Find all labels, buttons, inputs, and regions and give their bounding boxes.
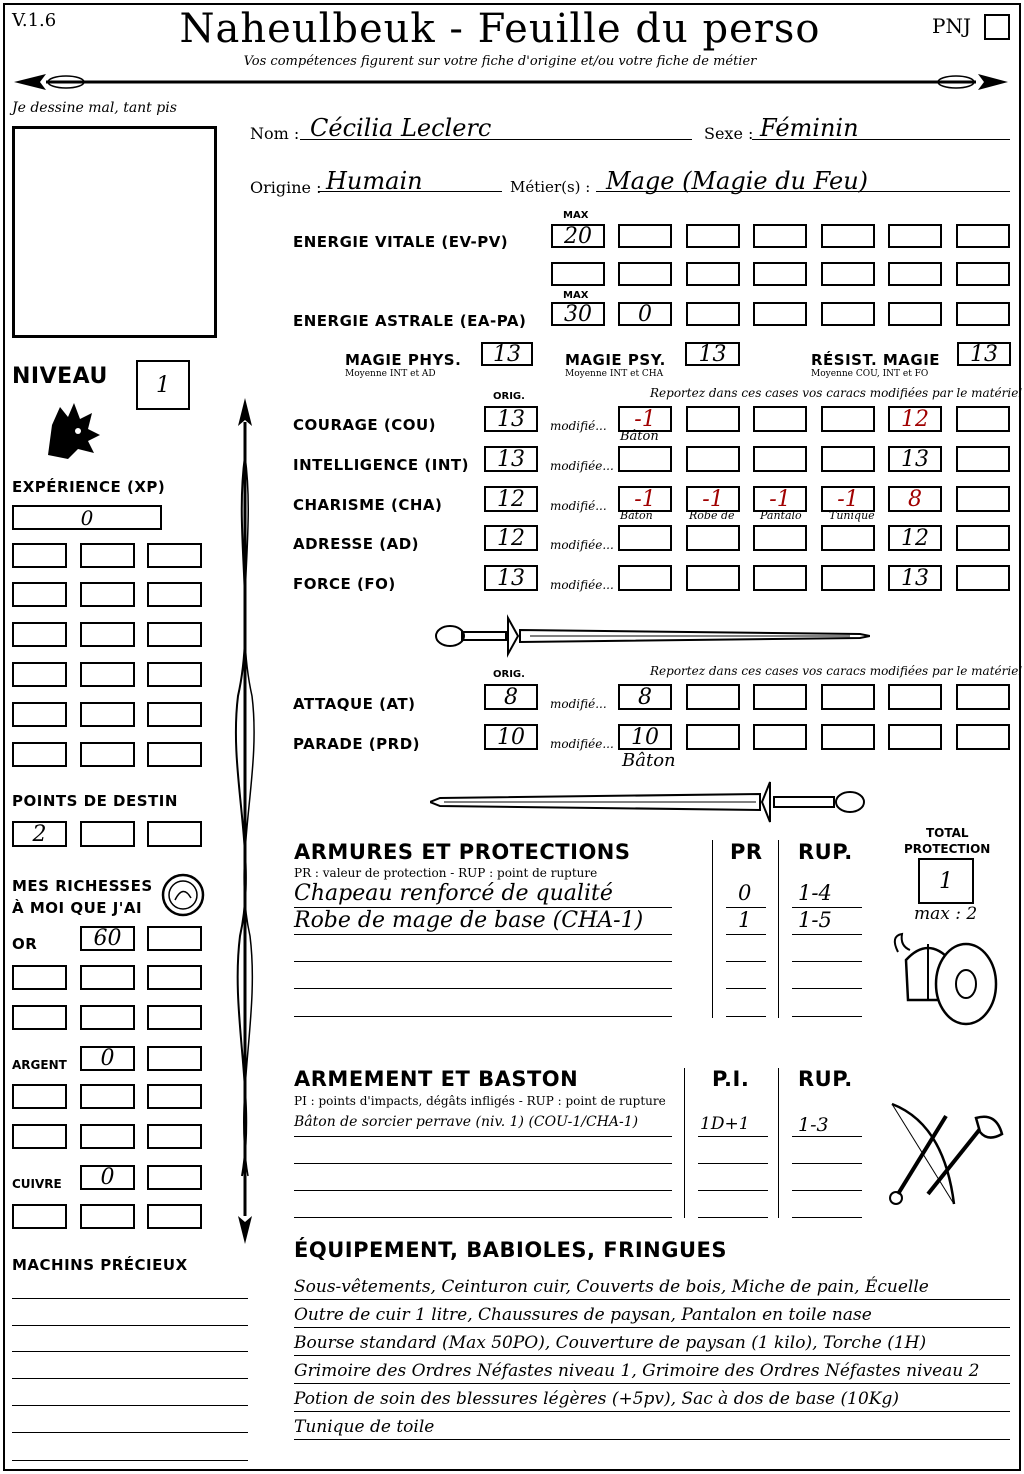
carac-charisme-modifie-label: modifié... xyxy=(550,499,607,513)
armures-col-rup: RUP. xyxy=(798,840,853,864)
carac-charisme-orig-value: 12 xyxy=(497,486,525,512)
ev2-box-1[interactable] xyxy=(618,262,672,286)
xp-box-3-0[interactable] xyxy=(12,662,67,687)
combat-attaque-mod-5[interactable] xyxy=(956,684,1010,710)
metier-value[interactable]: Mage (Magie du Feu) xyxy=(606,167,869,195)
cuivre-box-value: 0 xyxy=(100,1165,115,1190)
origine-label: Origine : xyxy=(250,178,322,197)
magie-psy-label: MAGIE PSY. xyxy=(565,351,666,369)
resist-magie-label: RÉSIST. MAGIE xyxy=(811,351,941,369)
arme-rup-line-2 xyxy=(792,1190,862,1191)
weapons-icon xyxy=(884,1094,1010,1212)
arme-pi-line-2 xyxy=(698,1190,768,1191)
carac-courage-modifie-label: modifié... xyxy=(550,419,607,433)
armure-row-rup[interactable]: 1-5 xyxy=(798,908,832,932)
money-box-1-2[interactable] xyxy=(147,965,202,990)
dragon-icon xyxy=(38,395,106,463)
carac-force-mod-1[interactable] xyxy=(686,565,740,591)
or-label: OR xyxy=(12,935,38,953)
carac-intelligence-mod-0[interactable] xyxy=(618,446,672,472)
equip-line-text[interactable]: Potion de soin des blessures légères (+5pv), Sac à dos de base (10Kg) xyxy=(294,1389,899,1409)
money-box-1-1[interactable] xyxy=(80,965,135,990)
machins-line-1 xyxy=(12,1325,248,1326)
carac-adresse-mod-4[interactable] xyxy=(888,525,942,551)
money-box-4-1[interactable] xyxy=(80,1084,135,1109)
portrait-box[interactable] xyxy=(12,126,217,338)
magie-phys-note: Moyenne INT et AD xyxy=(345,369,436,379)
carac-courage-label: COURAGE (COU) xyxy=(293,416,437,434)
arme-line-2 xyxy=(294,1190,672,1191)
sword-icon xyxy=(430,612,870,660)
arme-rup-line-0 xyxy=(792,1136,862,1137)
armure-row-pr[interactable]: 0 xyxy=(738,881,752,905)
equip-line-text[interactable]: Bourse standard (Max 50PO), Couverture de paysan (1 kilo), Torche (1H) xyxy=(294,1333,927,1353)
carac-adresse-mod-5[interactable] xyxy=(956,525,1010,551)
ev-box-4[interactable] xyxy=(821,224,875,248)
version-label: V.1.6 xyxy=(12,10,57,31)
money-box-2-1[interactable] xyxy=(80,1005,135,1030)
pnj-checkbox[interactable] xyxy=(984,14,1010,40)
attaque-label: ATTAQUE (AT) xyxy=(293,695,416,713)
ea-box-1-value: 0 xyxy=(638,301,652,327)
spear-divider-icon xyxy=(6,68,1016,96)
destin-label: POINTS DE DESTIN xyxy=(12,792,178,810)
xp-box-5-2[interactable] xyxy=(147,742,202,767)
money-box-5-1[interactable] xyxy=(80,1124,135,1149)
carac-charisme-mod-4-value: 8 xyxy=(908,486,922,512)
money-box-5-0[interactable] xyxy=(12,1124,67,1149)
caracs-orig-label: ORIG. xyxy=(493,391,525,402)
ev2-box-0[interactable] xyxy=(551,262,605,286)
combat-attaque-mod-1[interactable] xyxy=(686,684,740,710)
argent-label: ARGENT xyxy=(12,1058,67,1072)
combat-attaque-mod-0[interactable] xyxy=(618,684,672,710)
money-box-7-0[interactable] xyxy=(12,1204,67,1229)
ev-box-0[interactable] xyxy=(551,224,605,248)
armure-line-3 xyxy=(294,988,672,989)
combat-parade-mod-0-value: 10 xyxy=(631,724,659,750)
money-box-0-2[interactable] xyxy=(147,926,202,951)
machins-line-4 xyxy=(12,1405,248,1406)
combat-attaque-orig[interactable] xyxy=(484,684,538,710)
carac-force-label: FORCE (FO) xyxy=(293,575,396,593)
destin-value: 2 xyxy=(32,821,47,847)
arme-rup-line-3 xyxy=(792,1217,862,1218)
armure-row-name[interactable]: Chapeau renforcé de qualité xyxy=(294,881,613,906)
armure-row-name[interactable]: Robe de mage de base (CHA-1) xyxy=(294,908,644,933)
carac-force-mod-5[interactable] xyxy=(956,565,1010,591)
niveau-box[interactable] xyxy=(136,360,190,410)
arme-row-pi[interactable]: 1D+1 xyxy=(700,1114,750,1134)
ev-box-1[interactable] xyxy=(618,224,672,248)
money-box-1-0[interactable] xyxy=(12,965,67,990)
combat-report-note: Reportez dans ces cases vos caracs modifiées par le matériel xyxy=(650,664,1023,678)
ev2-box-6[interactable] xyxy=(956,262,1010,286)
xp-box-4-0[interactable] xyxy=(12,702,67,727)
niveau-label: NIVEAU xyxy=(12,364,108,389)
vertical-spear-icon xyxy=(228,396,262,1246)
equip-line-text[interactable]: Sous-vêtements, Ceinturon cuir, Couverts de bois, Miche de pain, Écuelle xyxy=(294,1277,929,1297)
ea-max-label: MAX xyxy=(563,290,589,301)
carac-courage-mod-2[interactable] xyxy=(753,406,807,432)
total-label-1: TOTAL xyxy=(926,826,969,840)
carac-adresse-mod-1[interactable] xyxy=(686,525,740,551)
origine-value[interactable]: Humain xyxy=(326,167,423,195)
ev-max-label: MAX xyxy=(563,210,589,221)
resist-magie-box[interactable] xyxy=(957,342,1011,366)
ea-box-1[interactable] xyxy=(618,302,672,326)
combat-attaque-mod-2[interactable] xyxy=(753,684,807,710)
total-protection-box[interactable] xyxy=(918,858,974,904)
magie-phys-value: 13 xyxy=(493,341,521,367)
armure-pr-line-3 xyxy=(726,988,766,989)
armure-rup-line-1 xyxy=(792,934,862,935)
armure-line-1 xyxy=(294,934,672,935)
armure-line-4 xyxy=(294,1016,672,1017)
cuivre-label: CUIVRE xyxy=(12,1177,62,1191)
xp-box-2-0[interactable] xyxy=(12,622,67,647)
ea-box-0-value: 30 xyxy=(564,301,592,327)
charisme-note-3: Pantalo xyxy=(760,509,802,522)
armement-title: ARMEMENT ET BASTON xyxy=(294,1067,579,1091)
carac-charisme-mod-3-value: -1 xyxy=(837,486,859,512)
total-label-2: PROTECTION xyxy=(904,842,991,856)
armure-pr-line-1 xyxy=(726,934,766,935)
equip-line-5 xyxy=(294,1439,1010,1440)
resist-magie-value: 13 xyxy=(970,341,998,367)
destin-box-1[interactable] xyxy=(12,821,67,847)
courage-note-1: Bâton xyxy=(620,429,659,444)
armure-pr-line-2 xyxy=(726,961,766,962)
carac-intelligence-mod-1[interactable] xyxy=(686,446,740,472)
arme-row-rup[interactable]: 1-3 xyxy=(798,1114,829,1136)
coin-icon xyxy=(160,872,206,918)
xp-box-5-0[interactable] xyxy=(12,742,67,767)
xp-box-3-2[interactable] xyxy=(147,662,202,687)
destin-box-3[interactable] xyxy=(147,821,202,847)
armure-rup-line-4 xyxy=(792,1016,862,1017)
carac-adresse-modifie-label: modifiée... xyxy=(550,538,614,552)
xp-box[interactable] xyxy=(12,505,162,530)
arme-pi-line-0 xyxy=(698,1136,768,1137)
ev-label: ENERGIE VITALE (EV-PV) xyxy=(293,233,509,251)
combat-attaque-mod-3[interactable] xyxy=(821,684,875,710)
carac-charisme-orig[interactable] xyxy=(484,486,538,512)
arme-pi-line-3 xyxy=(698,1217,768,1218)
money-box-3-2[interactable] xyxy=(147,1046,202,1071)
carac-charisme-label: CHARISME (CHA) xyxy=(293,496,443,514)
ev2-box-2[interactable] xyxy=(686,262,740,286)
machins-line-3 xyxy=(12,1378,248,1379)
machins-line-0 xyxy=(12,1298,248,1299)
carac-adresse-mod-0[interactable] xyxy=(618,525,672,551)
ea-box-2[interactable] xyxy=(686,302,740,326)
armure-line-2 xyxy=(294,961,672,962)
portrait-caption: Je dessine mal, tant pis xyxy=(12,100,177,116)
total-protection-value: 1 xyxy=(939,868,953,894)
xp-label: EXPÉRIENCE (XP) xyxy=(12,478,166,496)
carac-adresse-orig-value: 12 xyxy=(497,525,525,551)
combat-parade-orig[interactable] xyxy=(484,724,538,750)
ea-box-5[interactable] xyxy=(888,302,942,326)
money-box-5-2[interactable] xyxy=(147,1124,202,1149)
combat-parade-mod-4[interactable] xyxy=(888,724,942,750)
money-box-0-1[interactable] xyxy=(80,926,135,951)
machins-line-6 xyxy=(12,1460,248,1461)
sexe-label: Sexe : xyxy=(704,124,754,143)
carac-intelligence-orig[interactable] xyxy=(484,446,538,472)
magie-phys-label: MAGIE PHYS. xyxy=(345,351,462,369)
parade-label: PARADE (PRD) xyxy=(293,735,421,753)
combat-attaque-mod-0-value: 8 xyxy=(638,684,652,710)
arme-row-name[interactable]: Bâton de sorcier perrave (niv. 1) (COU-1/CHA-1) xyxy=(294,1114,639,1130)
money-box-4-2[interactable] xyxy=(147,1084,202,1109)
carac-force-orig-value: 13 xyxy=(497,565,525,591)
armures-title: ARMURES ET PROTECTIONS xyxy=(294,840,631,864)
combat-attaque-orig-value: 8 xyxy=(504,684,518,710)
machins-line-5 xyxy=(12,1432,248,1433)
combat-parade-mod-0[interactable] xyxy=(618,724,672,750)
ev-box-0-value: 20 xyxy=(564,223,592,249)
money-box-4-0[interactable] xyxy=(12,1084,67,1109)
xp-box-5-1[interactable] xyxy=(80,742,135,767)
money-box-2-2[interactable] xyxy=(147,1005,202,1030)
xp-box-4-1[interactable] xyxy=(80,702,135,727)
ev2-box-5[interactable] xyxy=(888,262,942,286)
cuivre-box[interactable] xyxy=(80,1165,135,1190)
carac-courage-mod-1[interactable] xyxy=(686,406,740,432)
carac-charisme-mod-2-value: -1 xyxy=(769,486,791,512)
xp-box-1-0[interactable] xyxy=(12,582,67,607)
sexe-value[interactable]: Féminin xyxy=(760,114,859,142)
armure-rup-line-3 xyxy=(792,988,862,989)
carac-adresse-label: ADRESSE (AD) xyxy=(293,535,420,553)
carac-intelligence-mod-3[interactable] xyxy=(821,446,875,472)
carac-force-mod-3[interactable] xyxy=(821,565,875,591)
magie-psy-box[interactable] xyxy=(685,342,740,366)
equip-line-text[interactable]: Tunique de toile xyxy=(294,1417,435,1437)
helmet-shield-icon xyxy=(888,930,1008,1030)
carac-courage-orig[interactable] xyxy=(484,406,538,432)
carac-intelligence-mod-4[interactable] xyxy=(888,446,942,472)
xp-box-1-1[interactable] xyxy=(80,582,135,607)
sword-icon xyxy=(430,778,870,826)
equip-line-2 xyxy=(294,1355,1010,1356)
armures-subtitle: PR : valeur de protection - RUP : point de rupture xyxy=(294,866,598,880)
carac-intelligence-mod-4-value: 13 xyxy=(901,446,929,472)
nom-value[interactable]: Cécilia Leclerc xyxy=(310,114,492,142)
carac-charisme-mod-4[interactable] xyxy=(888,486,942,512)
machins-label: MACHINS PRÉCIEUX xyxy=(12,1256,188,1274)
combat-parade-mod-2[interactable] xyxy=(753,724,807,750)
ea-box-3[interactable] xyxy=(753,302,807,326)
carac-force-mod-4-value: 13 xyxy=(901,565,929,591)
combat-parade-mod-3[interactable] xyxy=(821,724,875,750)
ev-box-6[interactable] xyxy=(956,224,1010,248)
carac-courage-mod-4[interactable] xyxy=(888,406,942,432)
combat-parade-modifie-label: modifiée... xyxy=(550,737,614,751)
destin-box-2[interactable] xyxy=(80,821,135,847)
xp-box-0-1[interactable] xyxy=(80,543,135,568)
richesses-label-1: MES RICHESSES xyxy=(12,877,153,895)
xp-box-2-1[interactable] xyxy=(80,622,135,647)
niveau-value: 1 xyxy=(156,372,170,398)
arme-rup-line-1 xyxy=(792,1163,862,1164)
carac-force-mod-2[interactable] xyxy=(753,565,807,591)
arme-line-1 xyxy=(294,1163,672,1164)
xp-box-2-2[interactable] xyxy=(147,622,202,647)
pnj-label: PNJ xyxy=(932,14,971,38)
carac-intelligence-mod-5[interactable] xyxy=(956,446,1010,472)
combat-parade-mod-1[interactable] xyxy=(686,724,740,750)
armure-row-rup[interactable]: 1-4 xyxy=(798,881,832,905)
money-box-7-2[interactable] xyxy=(147,1204,202,1229)
armement-subtitle: PI : points d'impacts, dégâts infligés - RUP : point de rupture xyxy=(294,1094,666,1108)
charisme-note-2: Robe de xyxy=(689,509,735,522)
metier-label: Métier(s) : xyxy=(510,178,591,196)
carac-intelligence-modifie-label: modifiée... xyxy=(550,459,614,473)
carac-courage-mod-0-value: -1 xyxy=(634,406,656,432)
carac-adresse-orig[interactable] xyxy=(484,525,538,551)
armure-rup-line-2 xyxy=(792,961,862,962)
parade-note: Bâton xyxy=(622,750,676,771)
machins-line-2 xyxy=(12,1351,248,1352)
equip-line-3 xyxy=(294,1383,1010,1384)
combat-parade-mod-5[interactable] xyxy=(956,724,1010,750)
xp-box-0-2[interactable] xyxy=(147,543,202,568)
ev-box-3[interactable] xyxy=(753,224,807,248)
carac-force-mod-0[interactable] xyxy=(618,565,672,591)
equipement-title: ÉQUIPEMENT, BABIOLES, FRINGUES xyxy=(294,1238,727,1262)
ev2-box-4[interactable] xyxy=(821,262,875,286)
total-protection-max: max : 2 xyxy=(914,904,978,924)
resist-magie-note: Moyenne COU, INT et FO xyxy=(811,369,929,379)
magie-phys-box[interactable] xyxy=(481,342,533,366)
carac-courage-mod-4-value: 12 xyxy=(901,406,929,432)
ea-box-0[interactable] xyxy=(551,302,605,326)
xp-box-3-1[interactable] xyxy=(80,662,135,687)
carac-intelligence-orig-value: 13 xyxy=(497,446,525,472)
equip-line-0 xyxy=(294,1299,1010,1300)
money-box-7-1[interactable] xyxy=(80,1204,135,1229)
ev2-box-3[interactable] xyxy=(753,262,807,286)
carac-force-modifie-label: modifiée... xyxy=(550,578,614,592)
xp-box-4-2[interactable] xyxy=(147,702,202,727)
page-subtitle: Vos compétences figurent sur votre fiche d'origine et/ou votre fiche de métier xyxy=(243,54,757,69)
ev-box-5[interactable] xyxy=(888,224,942,248)
charisme-note-1: Bâton xyxy=(620,509,653,522)
combat-orig-label: ORIG. xyxy=(493,669,525,680)
charisme-note-4: Tunique xyxy=(829,509,875,522)
money-box-0-1-value: 60 xyxy=(93,926,122,951)
armures-col-pr: PR xyxy=(730,840,763,864)
carac-courage-mod-3[interactable] xyxy=(821,406,875,432)
ev-box-2[interactable] xyxy=(686,224,740,248)
richesses-label-2: À MOI QUE J'AI xyxy=(12,899,143,917)
nom-label: Nom : xyxy=(250,124,300,143)
carac-adresse-mod-4-value: 12 xyxy=(901,525,929,551)
xp-box-0-0[interactable] xyxy=(12,543,67,568)
magie-psy-note: Moyenne INT et CHA xyxy=(565,369,664,379)
equip-line-text[interactable]: Grimoire des Ordres Néfastes niveau 1, Grimoire des Ordres Néfastes niveau 2 xyxy=(294,1361,980,1381)
equip-line-4 xyxy=(294,1411,1010,1412)
money-box-2-0[interactable] xyxy=(12,1005,67,1030)
caracs-report-note: Reportez dans ces cases vos caracs modifiées par le matériel xyxy=(650,386,1023,400)
xp-value: 0 xyxy=(80,505,94,530)
argent-box-value: 0 xyxy=(100,1046,115,1071)
ea-box-6[interactable] xyxy=(956,302,1010,326)
combat-attaque-mod-4[interactable] xyxy=(888,684,942,710)
arme-line-3 xyxy=(294,1217,672,1218)
carac-adresse-mod-2[interactable] xyxy=(753,525,807,551)
carac-adresse-mod-3[interactable] xyxy=(821,525,875,551)
carac-charisme-mod-5[interactable] xyxy=(956,486,1010,512)
carac-charisme-mod-1-value: -1 xyxy=(702,486,724,512)
magie-psy-value: 13 xyxy=(698,341,727,367)
carac-intelligence-label: INTELLIGENCE (INT) xyxy=(293,456,469,474)
carac-courage-mod-5[interactable] xyxy=(956,406,1010,432)
armure-row-pr[interactable]: 1 xyxy=(738,908,752,932)
carac-force-mod-4[interactable] xyxy=(888,565,942,591)
ea-box-4[interactable] xyxy=(821,302,875,326)
ea-label: ENERGIE ASTRALE (EA-PA) xyxy=(293,312,527,330)
equip-line-text[interactable]: Outre de cuir 1 litre, Chaussures de paysan, Pantalon en toile nase xyxy=(294,1305,872,1325)
carac-courage-orig-value: 13 xyxy=(497,406,525,432)
carac-intelligence-mod-2[interactable] xyxy=(753,446,807,472)
armement-col-rup: RUP. xyxy=(798,1067,853,1091)
money-box-6-2[interactable] xyxy=(147,1165,202,1190)
argent-box[interactable] xyxy=(80,1046,135,1071)
equip-line-1 xyxy=(294,1327,1010,1328)
carac-force-orig[interactable] xyxy=(484,565,538,591)
combat-attaque-modifie-label: modifié... xyxy=(550,697,607,711)
xp-box-1-2[interactable] xyxy=(147,582,202,607)
armure-pr-line-4 xyxy=(726,1016,766,1017)
page-title: Naheulbeuk - Feuille du perso xyxy=(179,6,821,52)
arme-pi-line-1 xyxy=(698,1163,768,1164)
armement-col-pi: P.I. xyxy=(712,1067,750,1091)
arme-line-0 xyxy=(294,1136,672,1137)
carac-charisme-mod-0-value: -1 xyxy=(634,486,656,512)
combat-parade-orig-value: 10 xyxy=(497,724,525,750)
